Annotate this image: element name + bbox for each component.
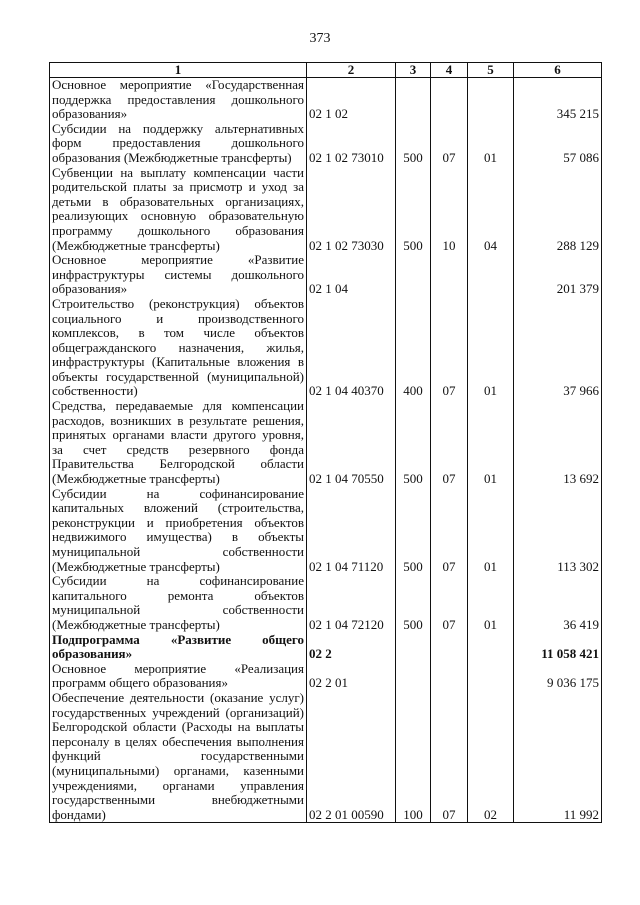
page-number: 373: [309, 31, 331, 46]
header-expense-type: 3: [396, 63, 431, 78]
row-expense-type: 500: [396, 122, 431, 166]
row-expense-type: 500: [396, 487, 431, 575]
row-description: Обеспечение деятельности (оказание услуг) государственных учреждений (организаций) Белгородской области (Расходы на выплаты персоналу в целях обеспечения выполнения функций государственными (муниципальными) органами, казенными учреждениями, органами управления государственными внебюджетными фондами): [50, 691, 307, 823]
row-code: 02 1 02 73010: [307, 122, 396, 166]
row-amount: 11 992: [514, 691, 602, 823]
row-description: Средства, передаваемые для компенсации расходов, возникших в результате решения, принятых органами власти другого уровня, за счет средств резервного фонда Правительства Белгородской области (Межбюджетные трансферты): [50, 399, 307, 487]
row-amount: 9 036 175: [514, 662, 602, 691]
row-subsection: [468, 78, 514, 122]
row-section: [431, 78, 468, 122]
header-code: 2: [307, 63, 396, 78]
row-subsection: 01: [468, 297, 514, 399]
table-row: [50, 297, 602, 399]
row-description: Субсидии на софинансирование капитального ремонта объектов муниципальной собственности (Межбюджетные трансферты): [50, 574, 307, 632]
row-code: 02 2: [307, 633, 396, 662]
row-code: 02 1 04: [307, 253, 396, 297]
row-section: 07: [431, 399, 468, 487]
row-section: [431, 253, 468, 297]
row-amount: 11 058 421: [514, 633, 602, 662]
header-description: 1: [50, 63, 307, 78]
row-section: 07: [431, 691, 468, 823]
row-section: 07: [431, 574, 468, 632]
row-amount: 37 966: [514, 297, 602, 399]
row-amount: 36 419: [514, 574, 602, 632]
row-amount: 288 129: [514, 166, 602, 254]
row-subsection: 04: [468, 166, 514, 254]
row-section: 07: [431, 297, 468, 399]
budget-table: [49, 62, 602, 823]
row-code: 02 1 04 40370: [307, 297, 396, 399]
row-subsection: 01: [468, 487, 514, 575]
row-expense-type: 500: [396, 399, 431, 487]
row-subsection: 02: [468, 691, 514, 823]
row-code: 02 1 04 72120: [307, 574, 396, 632]
row-code: 02 1 02 73030: [307, 166, 396, 254]
table-row: [50, 399, 602, 487]
header-section: 4: [431, 63, 468, 78]
row-description: Субсидии на поддержку альтернативных форм предоставления дошкольного образования (Межбюджетные трансферты): [50, 122, 307, 166]
table-header-row: [50, 63, 602, 78]
row-code: 02 1 02: [307, 78, 396, 122]
row-description: Основное мероприятие «Государственная поддержка предоставления дошкольного образования»: [50, 78, 307, 122]
row-section: [431, 662, 468, 691]
header-subsection: 5: [468, 63, 514, 78]
table-row: [50, 166, 602, 254]
row-code: 02 2 01 00590: [307, 691, 396, 823]
row-expense-type: 500: [396, 574, 431, 632]
row-expense-type: 500: [396, 166, 431, 254]
row-description: Основное мероприятие «Развитие инфраструктуры системы дошкольного образования»: [50, 253, 307, 297]
row-amount: 113 302: [514, 487, 602, 575]
table-row: [50, 78, 602, 122]
table-row: [50, 633, 602, 662]
row-description: Субсидии на софинансирование капитальных вложений (строительства, реконструкции и приобретения объектов недвижимого имущества) в объекты муниципальной собственности (Межбюджетные трансферты): [50, 487, 307, 575]
table-row: [50, 662, 602, 691]
row-subsection: [468, 662, 514, 691]
row-amount: 345 215: [514, 78, 602, 122]
row-expense-type: [396, 662, 431, 691]
row-description: Строительство (реконструкция) объектов социального и производственного комплексов, в том числе объектов общегражданского назначения, жилья, инфраструктуры (Капитальные вложения в объекты государственной (муниципальной) собственности): [50, 297, 307, 399]
row-subsection: [468, 253, 514, 297]
row-amount: 201 379: [514, 253, 602, 297]
table-row: [50, 487, 602, 575]
table-row: [50, 253, 602, 297]
row-code: 02 2 01: [307, 662, 396, 691]
row-section: 07: [431, 487, 468, 575]
row-expense-type: [396, 78, 431, 122]
row-code: 02 1 04 70550: [307, 399, 396, 487]
row-amount: 13 692: [514, 399, 602, 487]
row-section: 10: [431, 166, 468, 254]
row-expense-type: 400: [396, 297, 431, 399]
row-description: Подпрограмма «Развитие общего образования»: [50, 633, 307, 662]
table-row: [50, 691, 602, 823]
row-expense-type: 100: [396, 691, 431, 823]
row-description: Субвенции на выплату компенсации части родительской платы за присмотр и уход за детьми в образовательных организациях, реализующих основную образовательную программу дошкольного образования (Межбюджетные трансферты): [50, 166, 307, 254]
row-subsection: 01: [468, 399, 514, 487]
row-subsection: [468, 633, 514, 662]
table-row: [50, 122, 602, 166]
row-description: Основное мероприятие «Реализация программ общего образования»: [50, 662, 307, 691]
row-amount: 57 086: [514, 122, 602, 166]
row-expense-type: [396, 633, 431, 662]
table-row: [50, 574, 602, 632]
row-subsection: 01: [468, 574, 514, 632]
row-subsection: 01: [468, 122, 514, 166]
row-expense-type: [396, 253, 431, 297]
row-section: [431, 633, 468, 662]
header-amount: 6: [514, 63, 602, 78]
row-code: 02 1 04 71120: [307, 487, 396, 575]
row-section: 07: [431, 122, 468, 166]
